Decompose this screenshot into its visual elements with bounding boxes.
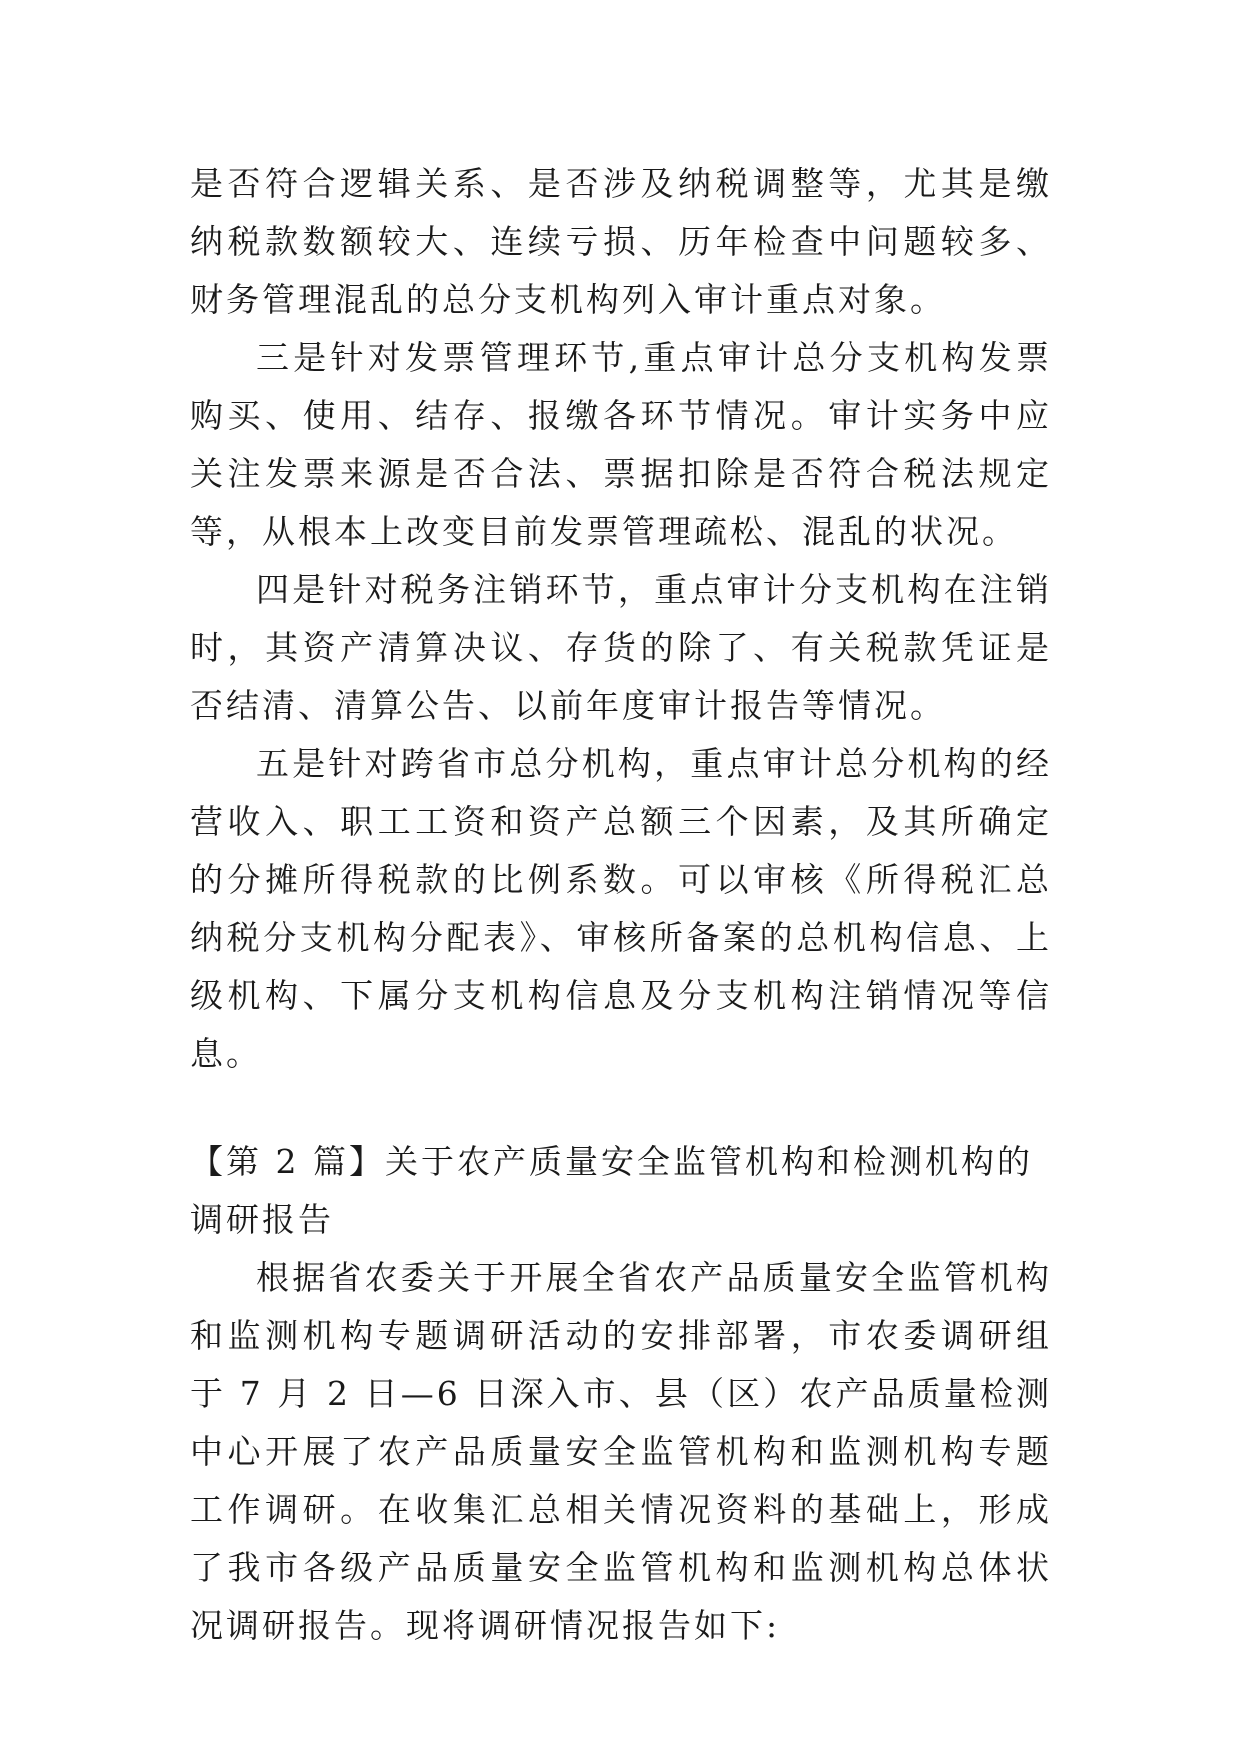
paragraph-2: 三是针对发票管理环节,重点审计总分支机构发票购买、使用、结存、报缴各环节情况。审计实务中应关注发票来源是否合法、票据扣除是否符合税法规定等，从根本上改变目前发票管理疏松、混乱的状况。 <box>190 338 1052 551</box>
paragraph-4: 五是针对跨省市总分机构，重点审计总分机构的经营收入、职工工资和资产总额三个因素，及其所确定的分摊所得税款的比例系数。可以审核《所得税汇总纳税分支机构分配表》、审核所备案的总机构信息、上级机构、下属分支机构信息及分支机构注销情况等信息。 <box>190 744 1052 1073</box>
section-title: 【第 2 篇】关于农产质量安全监管机构和检测机构的调研报告 <box>190 1142 1033 1239</box>
paragraph-5: 根据省农委关于开展全省农产品质量安全监管机构和监测机构专题调研活动的安排部署，市农委调研组于 7 月 2 日—6 日深入市、县（区）农产品质量检测中心开展了农产品质量安全监管机构和监测机构专题工作调研。在收集汇总相关情况资料的基础上，形成了我市各级产品质量安全监管机构和监测机构总体状况调研报告。现将调研情况报告如下: <box>190 1258 1052 1645</box>
paragraph-3: 四是针对税务注销环节，重点审计分支机构在注销时，其资产清算决议、存货的除了、有关税款凭证是否结清、清算公告、以前年度审计报告等情况。 <box>190 570 1052 725</box>
paragraph-1: 是否符合逻辑关系、是否涉及纳税调整等，尤其是缴纳税款数额较大、连续亏损、历年检查中问题较多、财务管理混乱的总分支机构列入审计重点对象。 <box>190 164 1052 319</box>
document-body <box>190 155 1052 1655</box>
